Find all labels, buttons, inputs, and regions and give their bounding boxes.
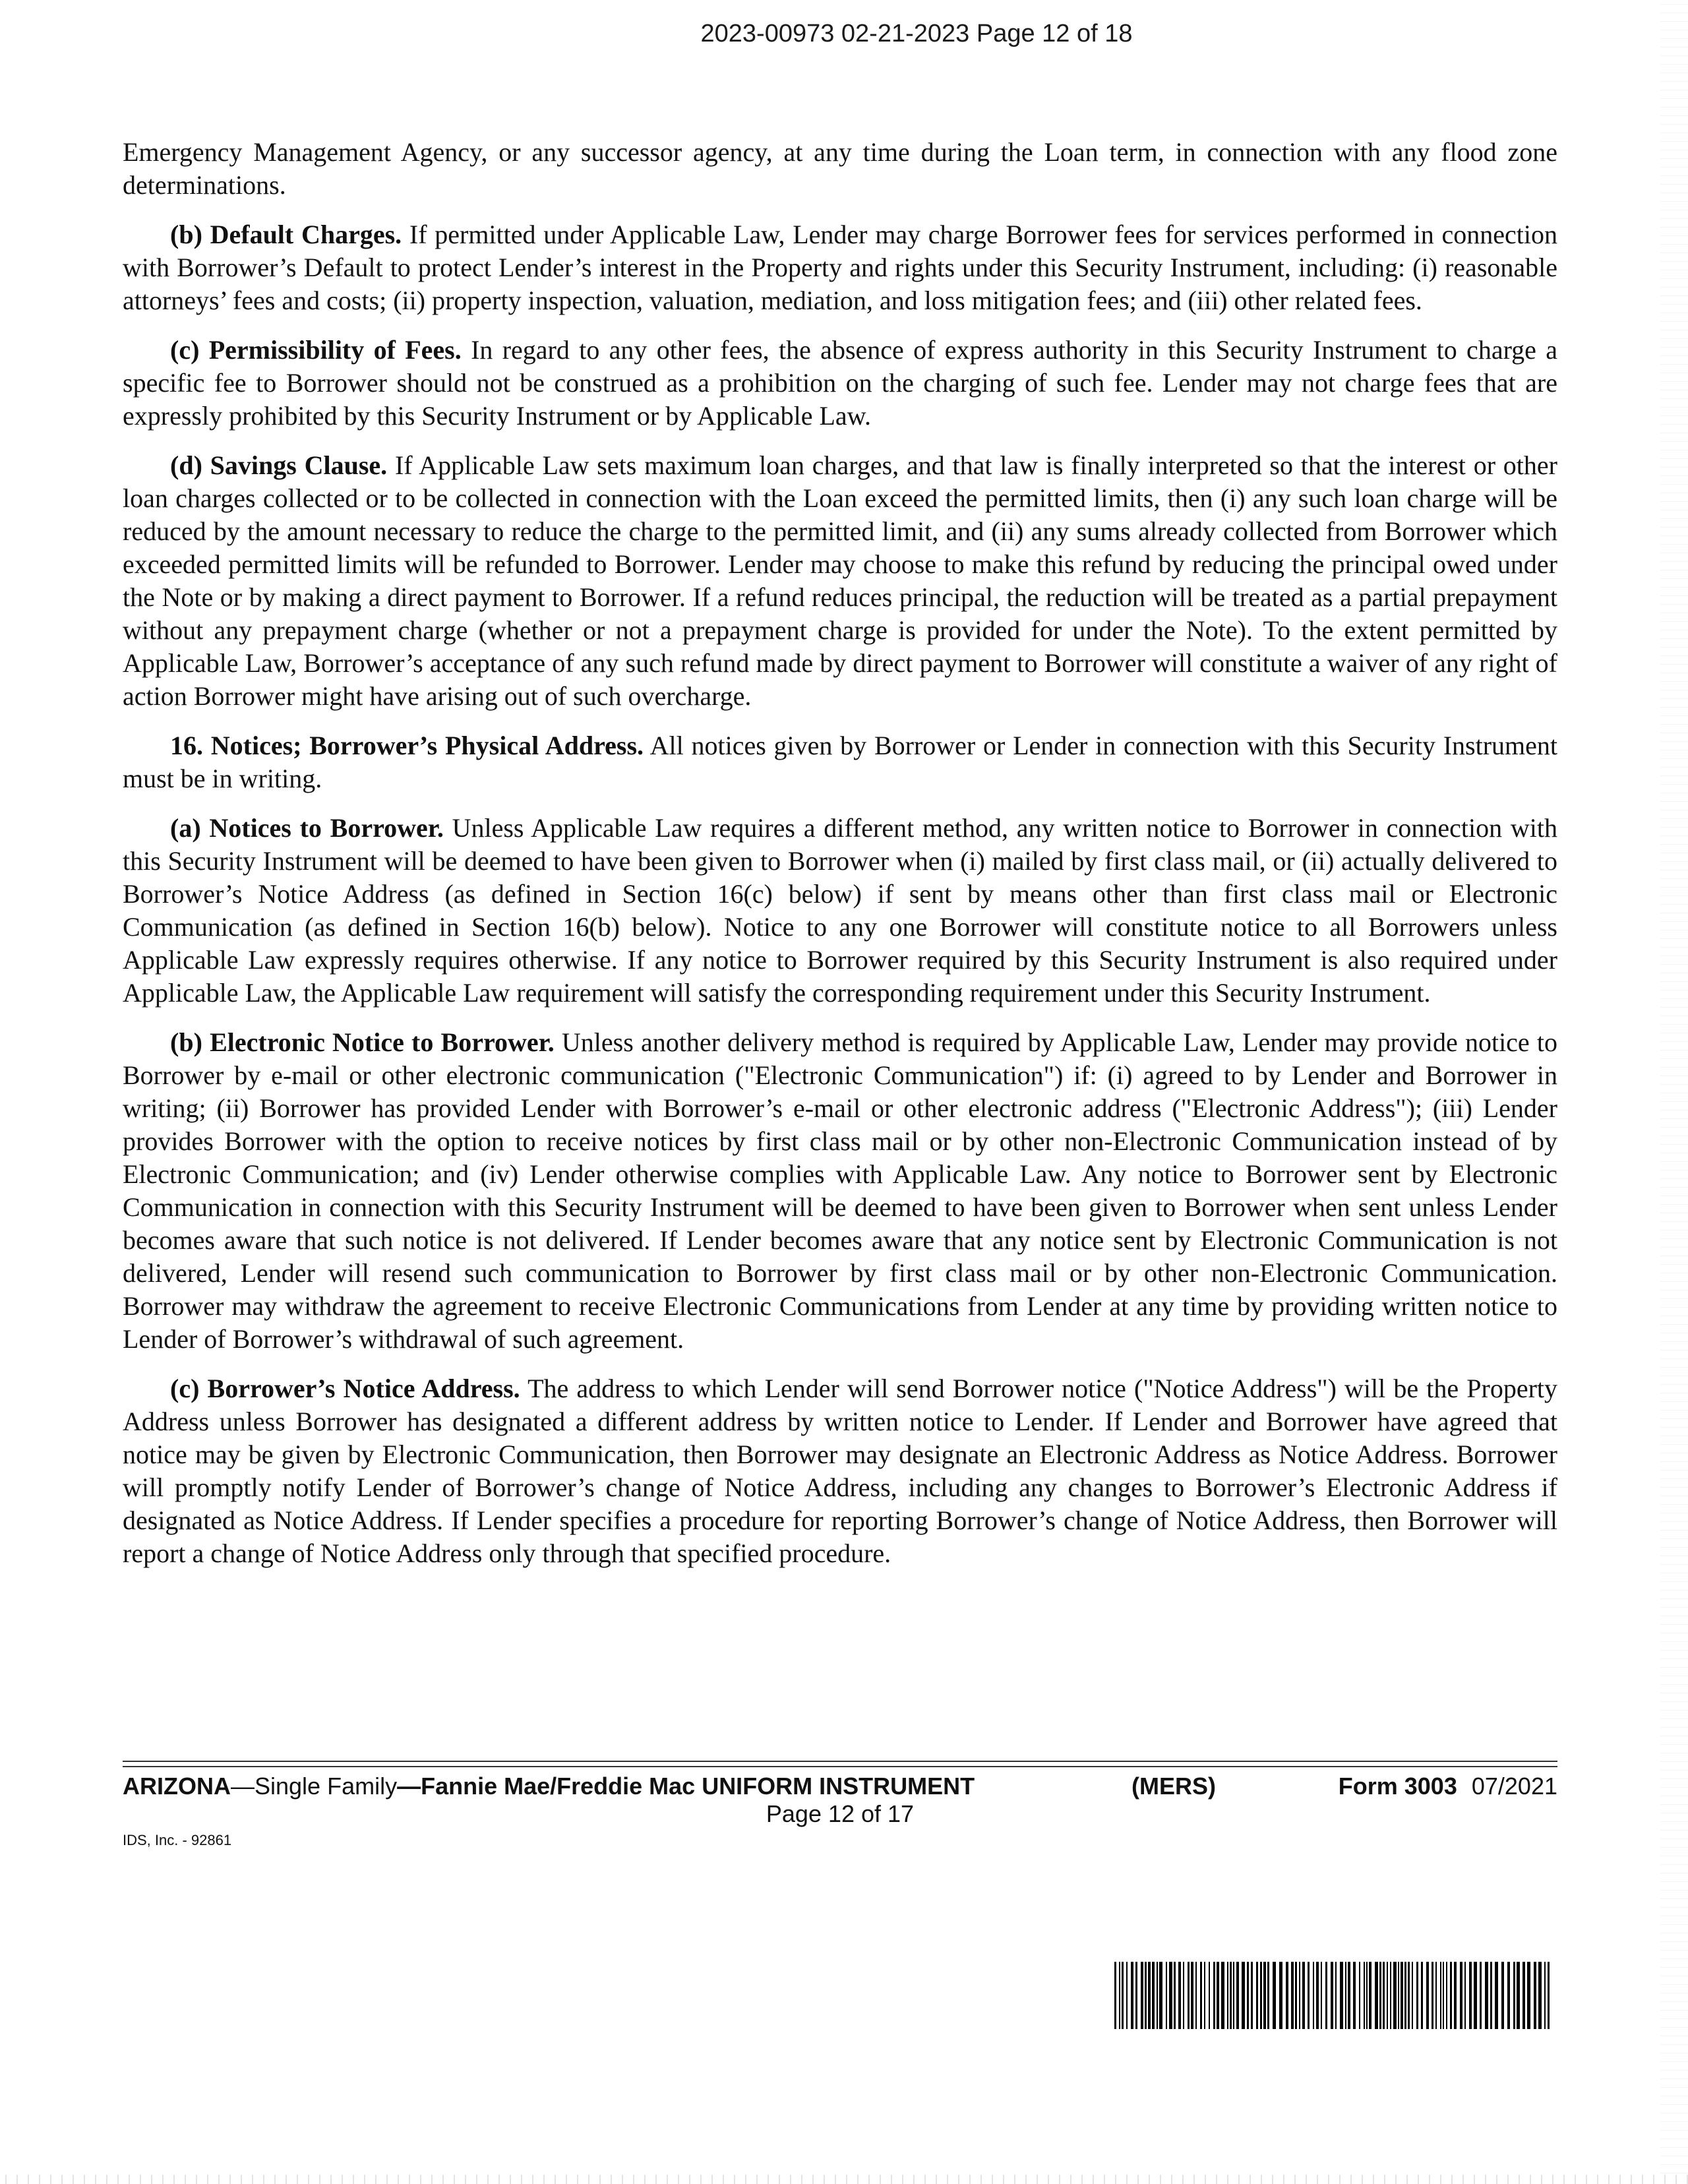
barcode-bar	[1440, 1962, 1441, 2029]
barcode-bar	[1412, 1962, 1413, 2029]
footer-page-number: Page 12 of 17	[766, 1800, 915, 1827]
barcode-bar	[1340, 1962, 1343, 2029]
barcode-bar	[1213, 1962, 1215, 2029]
barcode-bar	[1233, 1962, 1234, 2029]
barcode-bar	[1135, 1962, 1137, 2029]
paragraph-text: In regard to any other fees, the absence of express authority in this Security Instrument to charge a specific fee to Borrower should not be construed as a prohibition on the charging of such fee. Lender may not charge fees that are expressly prohibited by this Security Instrument or by Applicable Law.	[123, 335, 1558, 431]
footer-form-title	[123, 1773, 975, 1800]
barcode-bar	[1286, 1962, 1288, 2029]
paragraph-heading: (a) Notices to Borrower.	[170, 813, 444, 843]
barcode-bar	[1331, 1962, 1333, 2029]
barcode-bar	[1369, 1962, 1372, 2029]
scan-bottom-artifact	[0, 2175, 1688, 2184]
document-body	[123, 136, 1557, 1587]
barcode-bar	[1538, 1962, 1542, 2029]
barcode-bar	[1534, 1962, 1536, 2029]
paragraph-text: Unless another delivery method is required by Applicable Law, Lender may provide notice to Borrower by e-mail or other electronic communication ("Electronic Communication") if: (i) agreed to by Lender and Borrower in writing; (ii) Borrower has provided Lender with Borrower’s e-mail or other electronic address ("Electronic Address"); (iii) Lender provides Borrower with the option to receive notices by first class mail or by other non-Electronic Communication instead of by Electronic Communication; and (iv) Lender otherwise complies with Applicable Law. Any notice to Borrower sent by Electronic Communication in connection with this Security Instrument will be deemed to have been given to Borrower when sent unless Lender becomes aware that such notice is not delivered. If Lender becomes aware that any notice sent by Electronic Communication is not delivered, Lender will resend such communication to Borrower by first class mail or by other non-Electronic Communication. Borrower may withdraw the agreement to receive Electronic Communications from Lender at any time by providing written notice to Lender of Borrower’s withdrawal of such agreement.	[123, 1027, 1557, 1354]
barcode-bar	[1126, 1962, 1128, 2029]
barcode-bar	[1178, 1962, 1181, 2029]
barcode-bar	[1227, 1962, 1228, 2029]
barcode-bar	[1159, 1962, 1162, 2029]
barcode-bar	[1217, 1962, 1219, 2029]
barcode-bar	[1398, 1962, 1399, 2029]
barcode-bar	[1166, 1962, 1167, 2029]
barcode-bar	[1260, 1962, 1262, 2029]
barcode-bar	[1426, 1962, 1429, 2029]
barcode-bar	[1191, 1962, 1193, 2029]
paragraph-notice-address	[123, 1372, 1557, 1570]
barcode-bar	[1122, 1962, 1124, 2029]
barcode-bar	[1267, 1962, 1269, 2029]
barcode	[1114, 1962, 1550, 2029]
barcode-bar	[1517, 1962, 1520, 2029]
footer-rule	[123, 1761, 1557, 1762]
barcode-bar	[1366, 1962, 1368, 2029]
barcode-bar	[1432, 1962, 1433, 2029]
barcode-bar	[1295, 1962, 1297, 2029]
barcode-bar	[1379, 1962, 1381, 2029]
footer-instrument: Fannie Mae/Freddie Mac UNIFORM INSTRUMENT	[421, 1773, 975, 1800]
barcode-bar	[1200, 1962, 1202, 2029]
barcode-bar	[1251, 1962, 1253, 2029]
barcode-bar	[1408, 1962, 1410, 2029]
paragraph-default-charges	[123, 218, 1557, 317]
barcode-bar	[1435, 1962, 1437, 2029]
paragraph-savings-clause	[123, 449, 1557, 713]
barcode-bar	[1242, 1962, 1245, 2029]
barcode-bar	[1464, 1962, 1466, 2029]
barcode-bar	[1157, 1962, 1158, 2029]
barcode-bar	[1145, 1962, 1147, 2029]
footer-row	[123, 1773, 1557, 1800]
barcode-bar	[1302, 1962, 1305, 2029]
barcode-bar	[1474, 1962, 1477, 2029]
scan-edge-artifact	[1660, 0, 1688, 2184]
paragraph-continuation	[123, 136, 1557, 202]
barcode-bar	[1416, 1962, 1418, 2029]
barcode-bar	[1490, 1962, 1492, 2029]
barcode-bar	[1183, 1962, 1184, 2029]
paragraph-heading: (c) Permissibility of Fees.	[170, 335, 462, 365]
recording-stamp: 2023-00973 02-21-2023 Page 12 of 18	[700, 20, 1133, 47]
paragraph-electronic-notice	[123, 1026, 1557, 1356]
paragraph-heading: (b) Default Charges.	[170, 220, 402, 249]
barcode-bar	[1469, 1962, 1472, 2029]
barcode-bar	[1321, 1962, 1322, 2029]
paragraph-permissibility-of-fees	[123, 334, 1557, 433]
barcode-bar	[1375, 1962, 1378, 2029]
barcode-bar	[1188, 1962, 1190, 2029]
barcode-bar	[1501, 1962, 1504, 2029]
barcode-bar	[1383, 1962, 1385, 2029]
barcode-bar	[1495, 1962, 1498, 2029]
barcode-bar	[1513, 1962, 1515, 2029]
barcode-bar	[1152, 1962, 1155, 2029]
barcode-bar	[1119, 1962, 1120, 2029]
barcode-bar	[1387, 1962, 1388, 2029]
footer-form-number	[1339, 1773, 1557, 1800]
paragraph-text: If permitted under Applicable Law, Lender may charge Borrower fees for services performed in connection with Borrower’s Default to protect Lender’s interest in the Property and rights under this Security Instrument, including: (i) reasonable attorneys’ fees and costs; (ii) property inspection, valuation, mediation, and loss mitigation fees; and (iii) other related fees.	[123, 220, 1557, 315]
barcode-bar	[1480, 1962, 1482, 2029]
barcode-bar	[1544, 1962, 1546, 2029]
barcode-bar	[1273, 1962, 1276, 2029]
barcode-bar	[1404, 1962, 1406, 2029]
paragraph-text: Emergency Management Agency, or any successor agency, at any time during the Loan term, in connection with any flood zone determinations.	[123, 137, 1557, 200]
barcode-bar	[1236, 1962, 1239, 2029]
footer-mers: (MERS)	[1131, 1773, 1216, 1800]
barcode-bar	[1230, 1962, 1232, 2029]
paragraph-text: The address to which Lender will send Borrower notice ("Notice Address") will be the Property Address unless Borrower has designated a different address by written notice to Lender. If Lender and Borrower have agreed that notice may be given by Electronic Communication, then Borrower may designate an Electronic Address as Notice Address. Borrower will promptly notify Lender of Borrower’s change of Notice Address, including any changes to Borrower’s Electronic Address if designated as Notice Address. If Lender specifies a procedure for reporting Borrower’s change of Notice Address, then Borrower will report a change of Notice Address only through that specified procedure.	[123, 1374, 1558, 1568]
barcode-bar	[1299, 1962, 1300, 2029]
barcode-bar	[1209, 1962, 1210, 2029]
barcode-bar	[1263, 1962, 1266, 2029]
barcode-bar	[1353, 1962, 1356, 2029]
paragraph-heading: (c) Borrower’s Notice Address.	[170, 1374, 520, 1403]
footer-dash: —	[231, 1773, 255, 1800]
footer-rule	[123, 1766, 1557, 1767]
barcode-bar	[1195, 1962, 1197, 2029]
barcode-bar	[1507, 1962, 1510, 2029]
barcode-bar	[1325, 1962, 1327, 2029]
paragraph-notices-to-borrower	[123, 812, 1557, 1010]
paragraph-text: If Applicable Law sets maximum loan charges, and that law is finally interpreted so that the interest or other loan charges collected or to be collected in connection with the Loan exceed the permitted limits, then (i) any such loan charge will be reduced by the amount necessary to reduce the charge to the permitted limit, and (ii) any sums already collected from Borrower which exceeded permitted limits will be refunded to Borrower. Lender may choose to make this refund by reducing the principal owed under the Note or by making a direct payment to Borrower. If a refund reduces principal, the reduction will be treated as a partial prepayment without any prepayment charge (whether or not a prepayment charge is provided for under the Note). To the extent permitted by Applicable Law, Borrower’s acceptance of any such refund made by direct payment to Borrower will constitute a waiver of any right of action Borrower might have arising out of such overcharge.	[123, 450, 1557, 711]
paragraph-text: Unless Applicable Law requires a different method, any written notice to Borrower in connection with this Security Instrument will be deemed to have been given to Borrower when (i) mailed by first class mail, or (ii) actually delivered to Borrower’s Notice Address (as defined in Section 16(c) below) if sent by means other than first class mail or Electronic Communication (as defined in Section 16(b) below). Notice to any one Borrower will constitute notice to all Borrowers unless Applicable Law expressly requires otherwise. If any notice to Borrower required by this Security Instrument is also required under Applicable Law, the Applicable Law requirement will satisfy the corresponding requirement under this Security Instrument.	[123, 813, 1557, 1008]
barcode-bar	[1174, 1962, 1176, 2029]
barcode-bar	[1345, 1962, 1346, 2029]
barcode-bar	[1401, 1962, 1403, 2029]
barcode-bar	[1308, 1962, 1310, 2029]
paragraph-heading: (d) Savings Clause.	[170, 450, 388, 480]
barcode-bar	[1460, 1962, 1462, 2029]
barcode-bar	[1390, 1962, 1391, 2029]
footer-form-date: 07/2021	[1471, 1773, 1557, 1800]
barcode-bar	[1393, 1962, 1397, 2029]
paragraph-heading: (b) Electronic Notice to Borrower.	[170, 1027, 555, 1057]
footer-single-family: Single Family	[255, 1773, 398, 1800]
barcode-bar	[1204, 1962, 1205, 2029]
barcode-bar	[1527, 1962, 1530, 2029]
barcode-bar	[1522, 1962, 1525, 2029]
barcode-bar	[1169, 1962, 1172, 2029]
paragraph-heading: 16. Notices; Borrower’s Physical Address.	[170, 731, 644, 760]
barcode-bar	[1148, 1962, 1151, 2029]
paragraph-section-16-notices	[123, 729, 1557, 795]
paragraph-text: All notices given by Borrower or Lender in connection with this Security Instrument must be in writing.	[123, 731, 1558, 793]
barcode-bar	[1364, 1962, 1365, 2029]
barcode-bar	[1279, 1962, 1282, 2029]
barcode-bar	[1443, 1962, 1444, 2029]
barcode-bar	[1548, 1962, 1550, 2029]
footer-state: ARIZONA	[123, 1773, 231, 1800]
barcode-bar	[1348, 1962, 1350, 2029]
barcode-bar	[1141, 1962, 1143, 2029]
barcode-bar	[1247, 1962, 1249, 2029]
form-footer	[123, 1773, 1557, 1828]
barcode-bar	[1450, 1962, 1452, 2029]
barcode-bar	[1114, 1962, 1116, 2029]
barcode-bar	[1313, 1962, 1314, 2029]
barcode-bar	[1221, 1962, 1224, 2029]
barcode-bar	[1316, 1962, 1319, 2029]
page-header	[0, 20, 1688, 48]
barcode-bar	[1291, 1962, 1294, 2029]
barcode-bar	[1335, 1962, 1337, 2029]
barcode-bar	[1485, 1962, 1488, 2029]
barcode-bar	[1256, 1962, 1258, 2029]
footer-ids: IDS, Inc. - 92861	[123, 1832, 232, 1848]
barcode-bar	[1454, 1962, 1457, 2029]
barcode-bar	[1131, 1962, 1133, 2029]
footer-dash: —	[397, 1773, 421, 1800]
barcode-bar	[1446, 1962, 1447, 2029]
barcode-bar	[1421, 1962, 1423, 2029]
footer-form: Form 3003	[1338, 1773, 1457, 1800]
barcode-bar	[1359, 1962, 1360, 2029]
